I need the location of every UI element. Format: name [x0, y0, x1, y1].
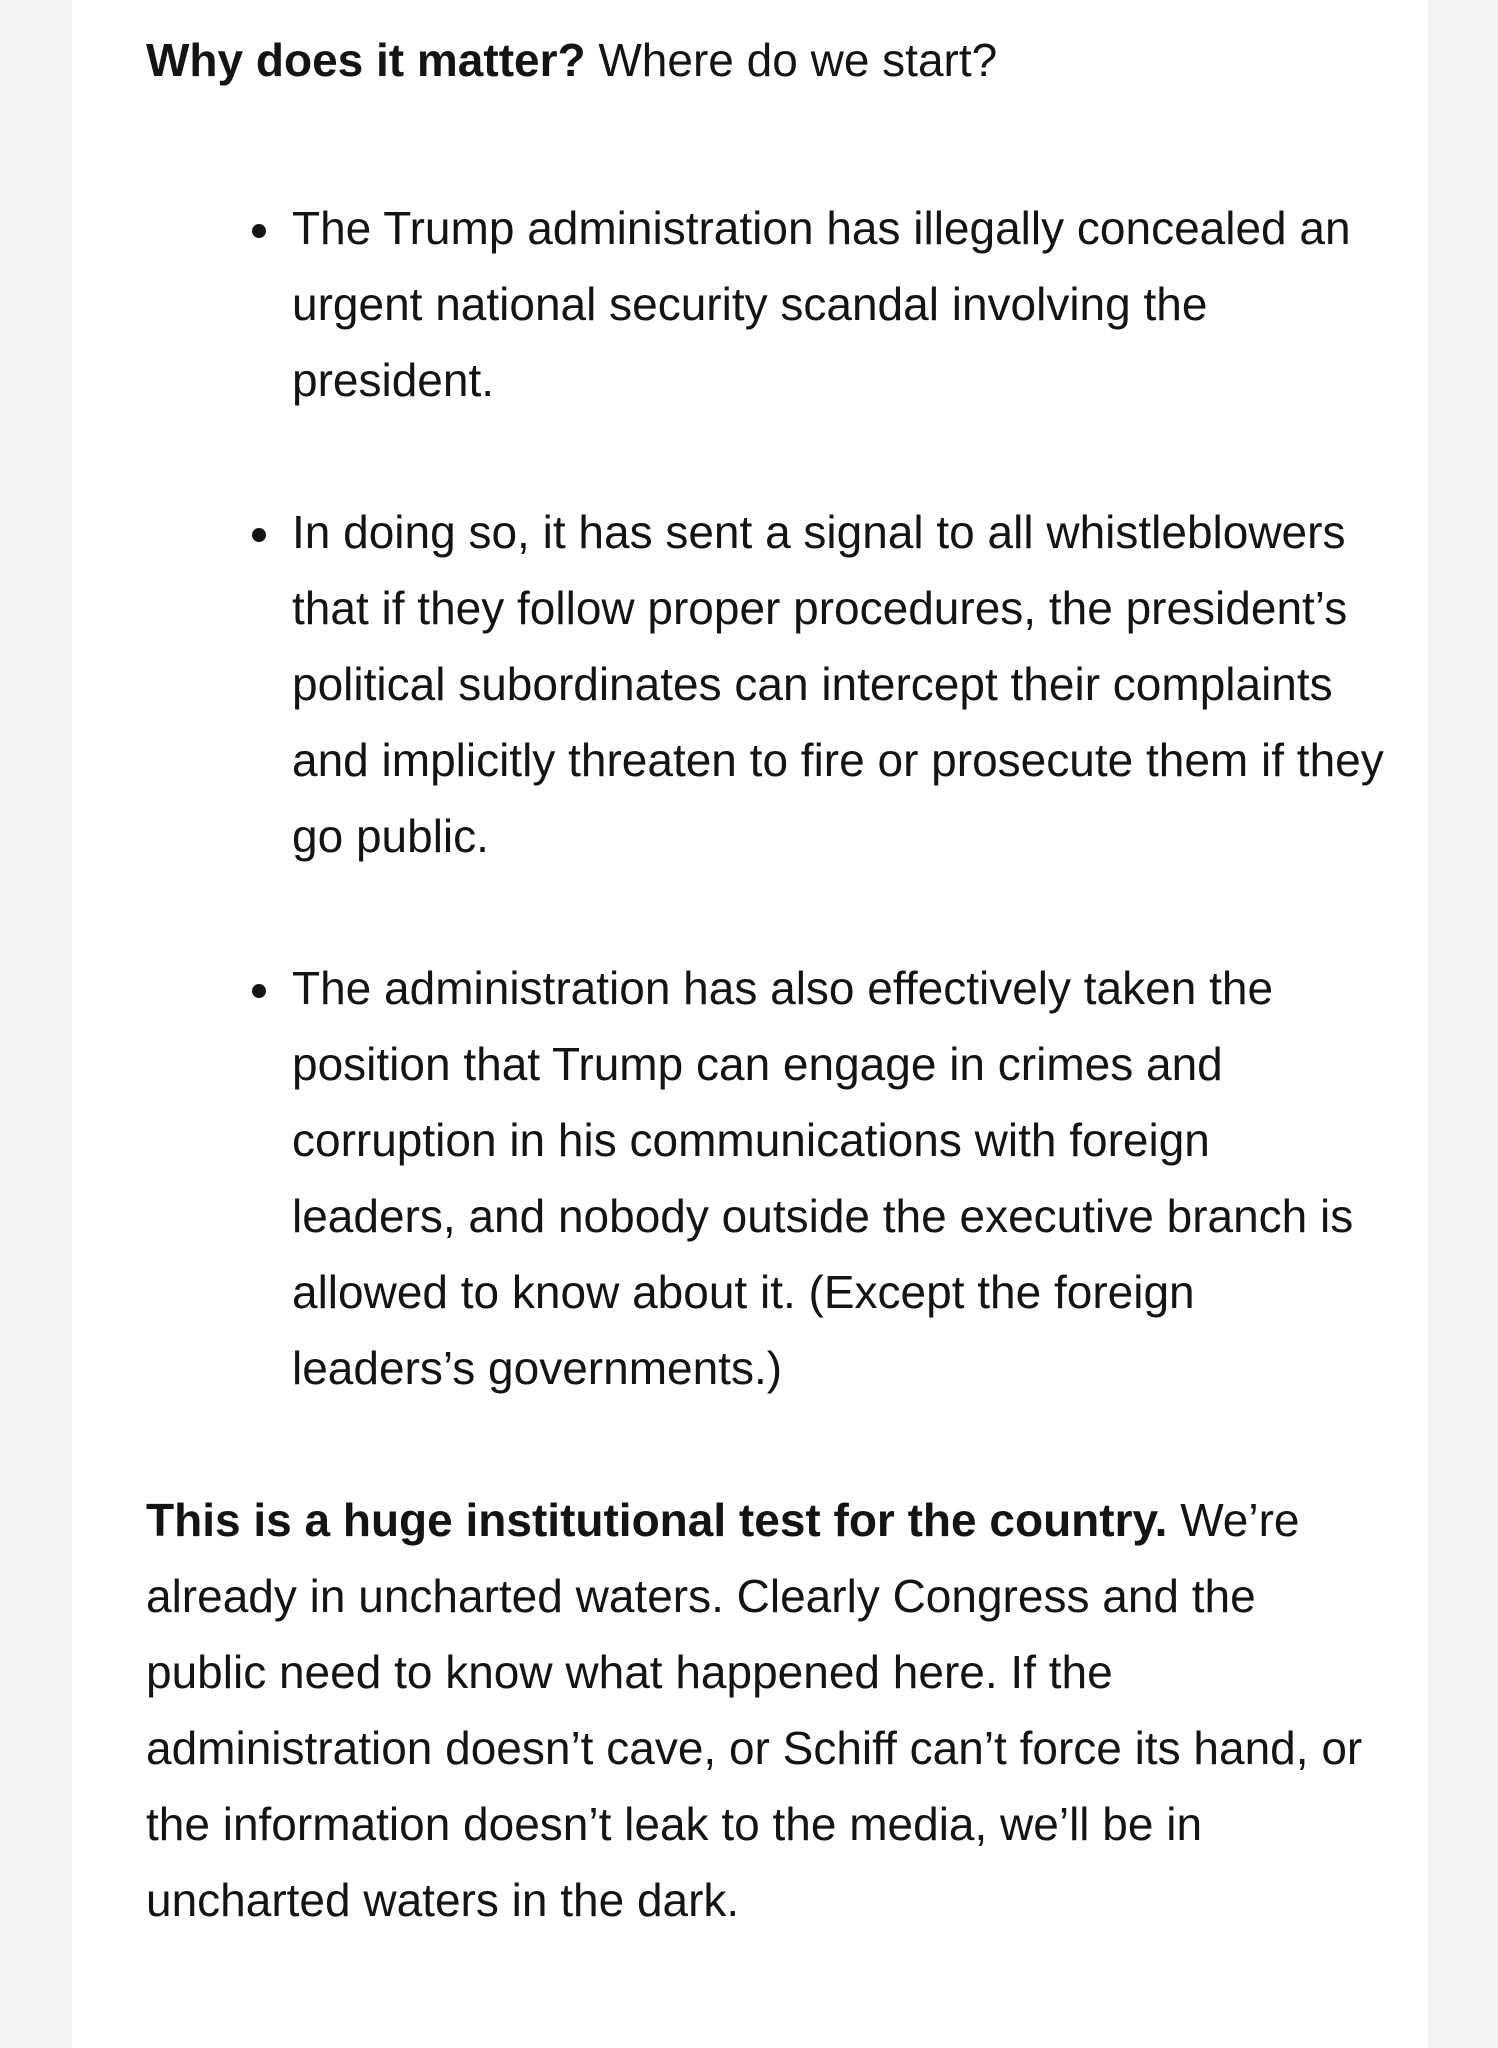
intro-text: Where do we start? — [585, 34, 998, 86]
bullet-list — [146, 190, 1386, 1406]
bullet-item — [292, 190, 1386, 418]
intro-paragraph — [146, 22, 1386, 98]
bullet-icon — [252, 984, 266, 998]
bullet-text: The administration has also effectively taken the position that Trump can engage in crimes and corruption in his communications with foreign leaders, and nobody outside the executive branch is allowed to know about it. (Except the foreign leaders’s governments.) — [292, 962, 1354, 1394]
intro-lead: Why does it matter? — [146, 34, 586, 86]
bullet-text: In doing so, it has sent a signal to all whistleblowers that if they follow proper procedures, the president’s political subordinates can intercept their complaints and implicitly threaten to fire or prosecute them if they go public. — [292, 506, 1384, 862]
closing-text: We’re already in uncharted waters. Clearly Congress and the public need to know what happened here. If the administration doesn’t cave, or Schiff can’t force its hand, or the information doesn’t leak to the media, we’ll be in uncharted waters in the dark. — [146, 1494, 1363, 1926]
bullet-icon — [252, 224, 266, 238]
closing-lead: This is a huge institutional test for the country. — [146, 1494, 1168, 1546]
closing-paragraph — [146, 1482, 1386, 1938]
bullet-item — [292, 950, 1386, 1406]
bullet-icon — [252, 528, 266, 542]
bullet-text: The Trump administration has illegally concealed an urgent national security scandal involving the president. — [292, 202, 1351, 406]
bullet-item — [292, 494, 1386, 874]
page-panel — [72, 0, 1428, 2048]
article-body — [146, 22, 1386, 1938]
